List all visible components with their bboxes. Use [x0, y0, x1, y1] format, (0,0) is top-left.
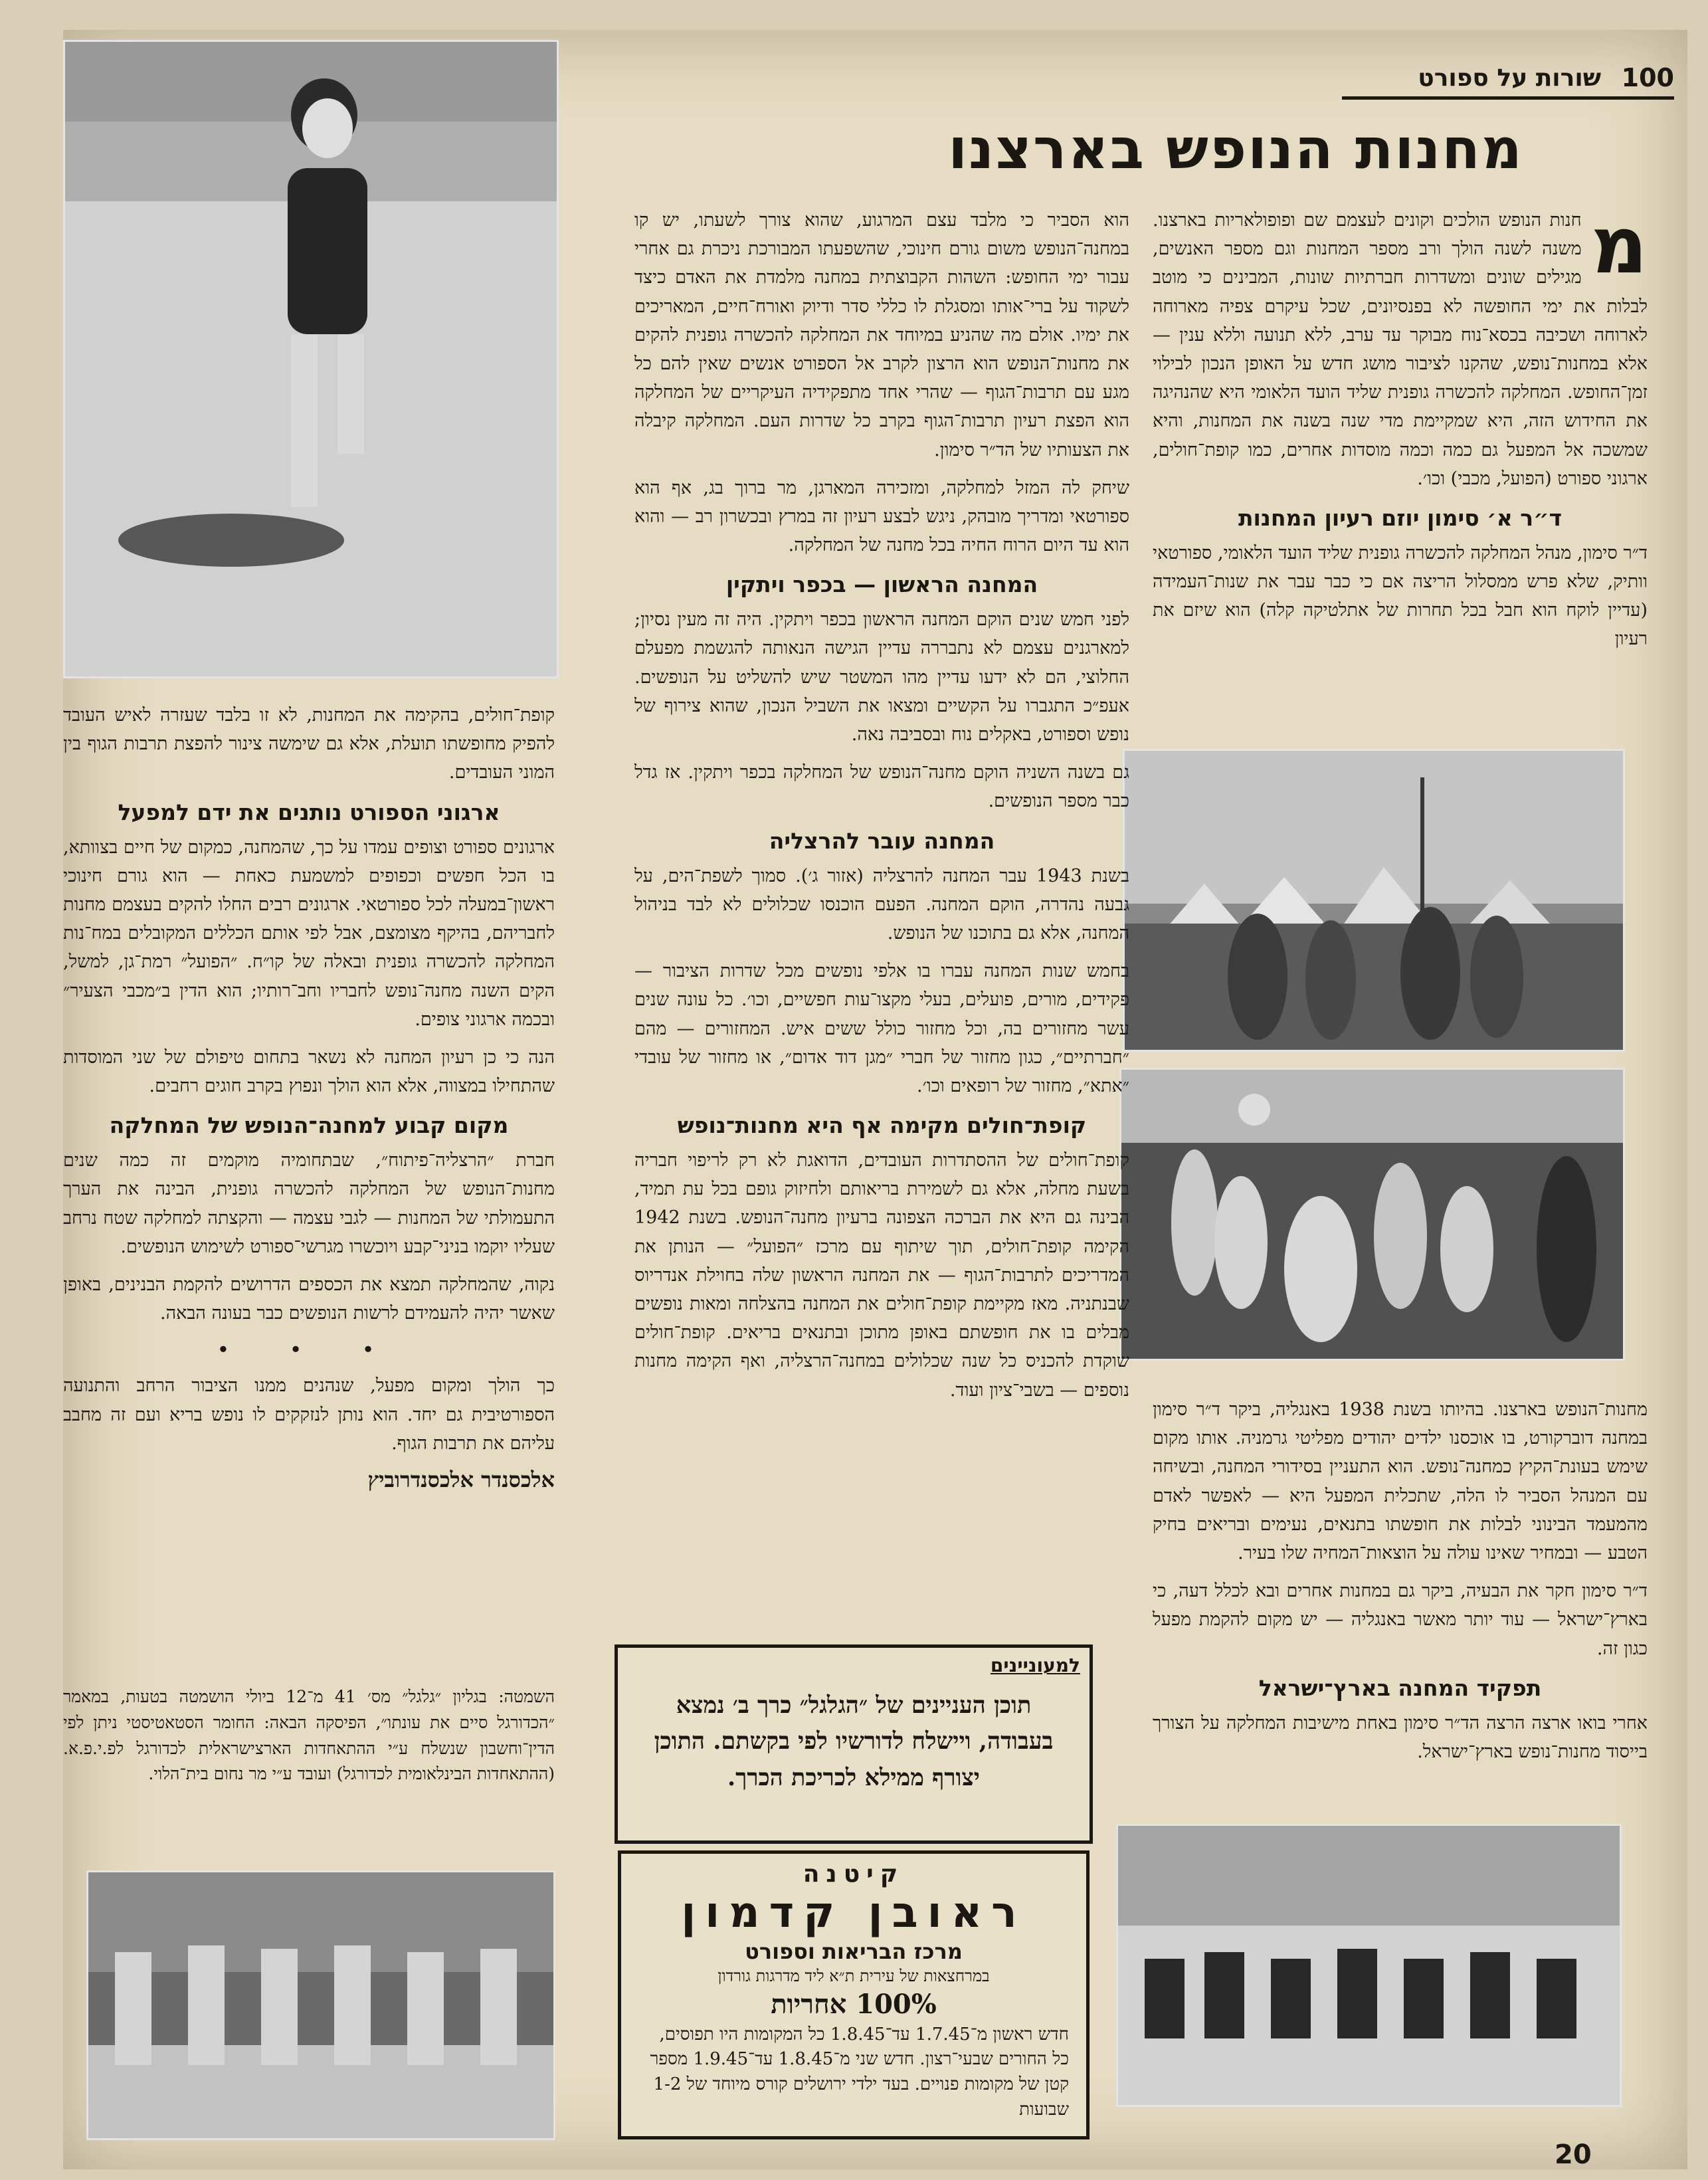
notice-tag: למעוניינים: [990, 1654, 1080, 1676]
paragraph: מחנות־הנופש בארצנו. בהיותו בשנת 1938 באנגליה, ביקר ד״ר סימון במחנה דוברקורט, בו אוכסנו ילדים יהודים מפליטי גרמניה. אותו מקום שימש בעונת־הקיץ כמחנה־נופש. הוא התעניין בסידורי המחנה, ובשיחה עם המנהל הסביר לו הלה, שתכלית המפעל היא — לאפשר לאדם מהמעמד הבינוני לבלות את חופשתו בתנאים, נעימים ובריאים בחיק הטבע — ובמחיר שאינו עולה על הוצאות־המחיה שלו בעיר.: [1153, 1399, 1648, 1563]
subheading: תפקיד המחנה בארץ־ישראל: [1258, 1674, 1542, 1701]
paragraph: חנות הנופש הולכים וקונים לעצמם שם ופופולאריות בארצנו. משנה לשנה הולך ורב מספר המחנות וגם מספר האנשים, מגילים שונים ומשדרות חברתיות שונות, המבינים כי מוטב לבלות את ימי החופשה לא בפנסיונים, שכל עיקרם צפיה מארוחה לארוחה ושכיבה בכסא־נוח מבוקר עד ערב, ללא תנועה וללא ענין — אלא במחנות־נופש, שהקנו לציבור מושג חדש על האופן הנכון לבילוי זמן־החופש. המחלקה להכשרה גופנית שליד הועד הלאומי היא שהנהיגה את החידוש הזה, היא שמקיימת מדי שנה בשנה את המחנות, והיא שמשכה אל המפעל גם כמה וכמה מוסדות אחרים, כמו קופת־חולים, ארגוני ספורט (הפועל, מכבי) וכו׳.: [1153, 210, 1648, 489]
photo-beach-exercise: [1116, 1824, 1622, 2107]
paragraph: גם בשנה השניה הוקם מחנה־הנופש של המחלקה בכפר ויתקין. אז גדל כבר מספר הנופשים.: [634, 762, 1129, 812]
ad-guarantee: 100% אחריות: [771, 1988, 937, 2020]
photo-campers-game: [1119, 1068, 1625, 1361]
section-label: שורות על ספורט: [1418, 64, 1601, 92]
paragraph: הוא הסביר כי מלבד עצם המרגוע, שהוא צורך לשעתו, יש קו במחנה־הנופש משום גורם חינוכי, שהשפעתו המבורכת ניכרת גם אחרי עבור ימי החופש: השהות הקבוצתית במחנה מלמדת את האדם כיצד לשקוד על ברי־אותו ומסגלת לו כללי סדר ודיוק ואורח־חיים, המאריכים את ימיו. אולם מה שהניע במיוחד את המחלקה להכשרה גופנית להקים את מחנות־הנופש הוא הרצון לקרב אל הספורט אנשים שאין להם כל מגע עם תרבות־הגוף — שהרי אחד מתפקידיה העיקריים של המחלקה הוא הפצת רעיון תרבות־הגוף בקרב כל שדרות העם. המחלקה קיבלה את הצעותיו של הד״ר סימון.: [634, 210, 1129, 460]
column-right: [1153, 199, 1648, 663]
paragraph: קופת־חולים של ההסתדרות העובדים, הדואגת לא רק לריפוי חבריה בשעת מחלה, אלא גם לשמירת בריאותם ולחיזוק גופם בכל עת תמיד, הבינה גם היא את הברכה הצפונה ברעיון מחנה־הנופש. בשנת 1942 הקימה קופת־חולים, תוך שיתוף עם מרכז ״הפועל״ — הנותן את המדריכים לתרבות־הגוף — את המחנה הראשון שלה בחוילת אנדריוס שבנתניה. מאז מקיימת קופת־חולים את המחנה בהצלחה ומאות נופשים מבלים בו את חופשתם באופן מתוכן ובתנאים בריאים. קופת־חולים שוקדת להכניס כל שנה שכלולים במחנה־הרצליה, ואף הקימה מחנות נוספים — בשבי־ציון ועוד.: [634, 1150, 1129, 1401]
column-middle: [634, 206, 1129, 1414]
paragraph: ארגונים ספורט וצופים עמדו על כך, שהמחנה, כמקום של חיים בצוותא, בו הכל חפשים וכפופים למשמעת כאחת — הוא גורם חינוכי ראשון־במעלה לכל ספורטאי. ארגונים רבים החלו להקים בעצמם מחנות לחבריהם, בהיקף מצומצם, אבל לפי אותם הכללים המקובלים במח־נות המחלקה להכשרה גופנית ובאלה של קו״ח. ״הפועל״ רמת־גן, למשל, הקים השנה מחנה־נופש לחבריו וחב־רותיו; הוא הדין ב״מכבי הצעיר״ ובכמה ארגוני צופים.: [63, 837, 555, 1030]
section-dots: • • •: [217, 1337, 401, 1363]
author-signature: אלכסנדר אלכסנדרוביץ: [367, 1466, 555, 1492]
paragraph: בשנת 1943 עבר המחנה להרצליה (אזור ג׳). סמוך לשפת־הים, על גבעה נהדרה, הוקם המחנה. הפעם הוכנסו שכלולים לא לבד בניהול המחנה, אלא גם בתוכנו של הנופש.: [634, 865, 1129, 943]
ad-location: במרחצאות של עירית ת״א ליד מדרגות גורדון: [717, 1966, 990, 1985]
paragraph: הנה כי כן רעיון המחנה לא נשאר בתחום טיפולם של שני המוסדות שהתחילו במצווה, אלא הוא הולך ונפוץ בקרב חוגים רחבים.: [63, 1046, 555, 1097]
header-rule: [1342, 96, 1674, 100]
paragraph: חברת ״הרצליה־פיתוח״, שבתחומיה מוקמים זה כמה שנים מחנות־הנופש של המחלקה להכשרה גופנית, הבינה את הערך התעמולתי של המחנות — לגבי עצמה — והקצתה למחלקה שטח נרחב שעליו יוקמו בניני־קבע ויוכשרו מגרשי־ספורט לשימוש הנופשים.: [63, 1150, 555, 1257]
photo-woman-running: [63, 40, 559, 678]
subheading: המחנה הראשון — בכפר ויתקין: [725, 571, 1038, 598]
column-left: [63, 701, 555, 1492]
magazine-page: [63, 30, 1687, 2169]
paragraph: נקוה, שהמחלקה תמצא את הכספים הדרושים להקמת הבנינים, באופן שאשר יהיה להעמידם לרשות הנופשים כבר בעונה הבאה.: [63, 1274, 555, 1324]
paragraph: אחרי בואו ארצה הרצה הד״ר סימון באחת מישיבות המחלקה על הצורך בייסוד מחנות־נופש בארץ־ישראל.: [1153, 1712, 1648, 1762]
ad-details: חדש ראשון מ־1.7.45 עד־1.8.45 כל המקומות היו תפוסים, כל החורים שבעי־רצון. חדש שני מ־1.8.45 עד־1.9.45 מספר קטן של מקומות פנויים. בעד ילדי ירושלים קורס מיוחד של 1-2 שבועות: [650, 2024, 1069, 2120]
paragraph: ד״ר סימון, מנהל המחלקה להכשרה גופנית שליד הועד הלאומי, ספורטאי וותיק, שלא פרש ממסלול הריצה אם כי כבר עבר את שנות־העמידה (עדיין לוקח הוא חבל בכל תחרות של אתלטיקה קלה) הוא שיזם את רעיון: [1153, 542, 1648, 650]
photo-camp-tents: [1123, 749, 1625, 1052]
photo-men-exercise: [86, 1870, 555, 2140]
correction-note: השמטה: בגליון ״גלגל״ מס׳ 41 מ־12 ביולי הושמטה בטעות, במאמר ״הכדורגל סיים את עונתו״, הפיסקה הבאה: החומר הסטאטיסטי ניתן לפי הדין־וחשבון שנשלח ע״י ההתאחדות הארצישראלית לכדורגל לפ.י.פ.א. (ההתאחדות הבינלאומית לכדורגל) ועובד ע״י מר נחום בית־הלוי.: [63, 1687, 555, 1784]
series-number: 100: [1621, 63, 1674, 92]
paragraph: לפני חמש שנים הוקם המחנה הראשון בכפר ויתקין. היה זה מעין נסיון; למארגנים עצמם לא נתבררה עדיין הגישה הנאותה להגשמת מפעלם החלוצי, הם לא ידעו עדיין מהו המשטר שיש להשליט על הנופשים. אעפ״כ התגברו על הקשיים ומצאו את השביל הנכון, שהוא צירוף של נופש וספורט, באקלים נוח ובסביבה נאה.: [634, 609, 1129, 745]
column-right-lower: [1153, 1395, 1648, 1775]
paragraph: שיחק לה המזל למחלקה, ומזכירה המארגן, מר ברוך בג, אף הוא ספורטאי ומדריך מובהק, ניגש לבצע רעיון זה במרץ ובכשרון רב — והוא הוא עד היום הרוח החיה בכל מחנה של המחלקה.: [634, 477, 1129, 556]
subscribers-notice-box: [615, 1644, 1093, 1844]
paragraph: בחמש שנות המחנה עברו בו אלפי נופשים מכל שדרות הציבור — פקידים, מורים, פועלים, בעלי מקצו־עות חפשיים, וכו׳. כל עונה שנים עשר מחזורים בה, וכל מחזור כולל ששים איש. המחזורים — מהם ״חברתיים״, כגון מחזור של חברי ״מגן דוד אדום״, או מחזור של עובדי ״אתא״, מחזור של רופאים וכו׳.: [634, 961, 1129, 1096]
subheading: קופת־חולים מקימה אף היא מחנות־נופש: [677, 1112, 1087, 1139]
paragraph: כך הולך ומקום מפעל, שנהנים ממנו הציבור הרחב והתנועה הספורטיבית גם יחד. הוא נותן לנזקקים לו נופש בריא ועם זה מחבב עליהם את תרבות הגוף.: [63, 1375, 555, 1454]
paragraph: קופת־חולים, בהקימה את המחנות, לא זו בלבד שעזרה לאיש העובד להפיק מחופשתו תועלת, אלא גם שימשה צינור להפצת תרבות הגוף בין המוני העובדים.: [63, 705, 555, 783]
ad-subtitle: מרכז הבריאות וספורט: [745, 1938, 963, 1964]
ad-name: ראובן קדמון: [681, 1888, 1026, 1937]
paragraph: ד״ר סימון חקר את הבעיה, ביקר גם במחנות אחרים ובא לכלל דעה, כי בארץ־ישראל — עוד יותר מאשר באנגליה — יש מקום להקמת מפעל כגון זה.: [1153, 1581, 1648, 1659]
dropcap: מ: [1590, 199, 1648, 291]
article-title: מחנות הנופש בארצנו: [948, 116, 1523, 181]
ad-heading: קיטנה: [803, 1860, 905, 1888]
page-number: 20: [1555, 2139, 1592, 2169]
camp-advertisement: [618, 1850, 1090, 2139]
subheading: מקום קבוע למחנה־הנופש של המחלקה: [109, 1112, 509, 1139]
subheading: ארגוני הספורט נותנים את ידם למפעל: [118, 799, 500, 825]
subheading: המחנה עובר להרצליה: [769, 827, 995, 854]
notice-body: תוכן העניינים של ״הגלגל״ כרך ב׳ נמצא בעבודה, ויישלח לדורשיו לפי בקשתם. התוכן יצורף ממילא לכריכת הכרך.: [654, 1692, 1054, 1791]
subheading: ד״ר א׳ סימון יוזם רעיון המחנות: [1238, 504, 1562, 531]
